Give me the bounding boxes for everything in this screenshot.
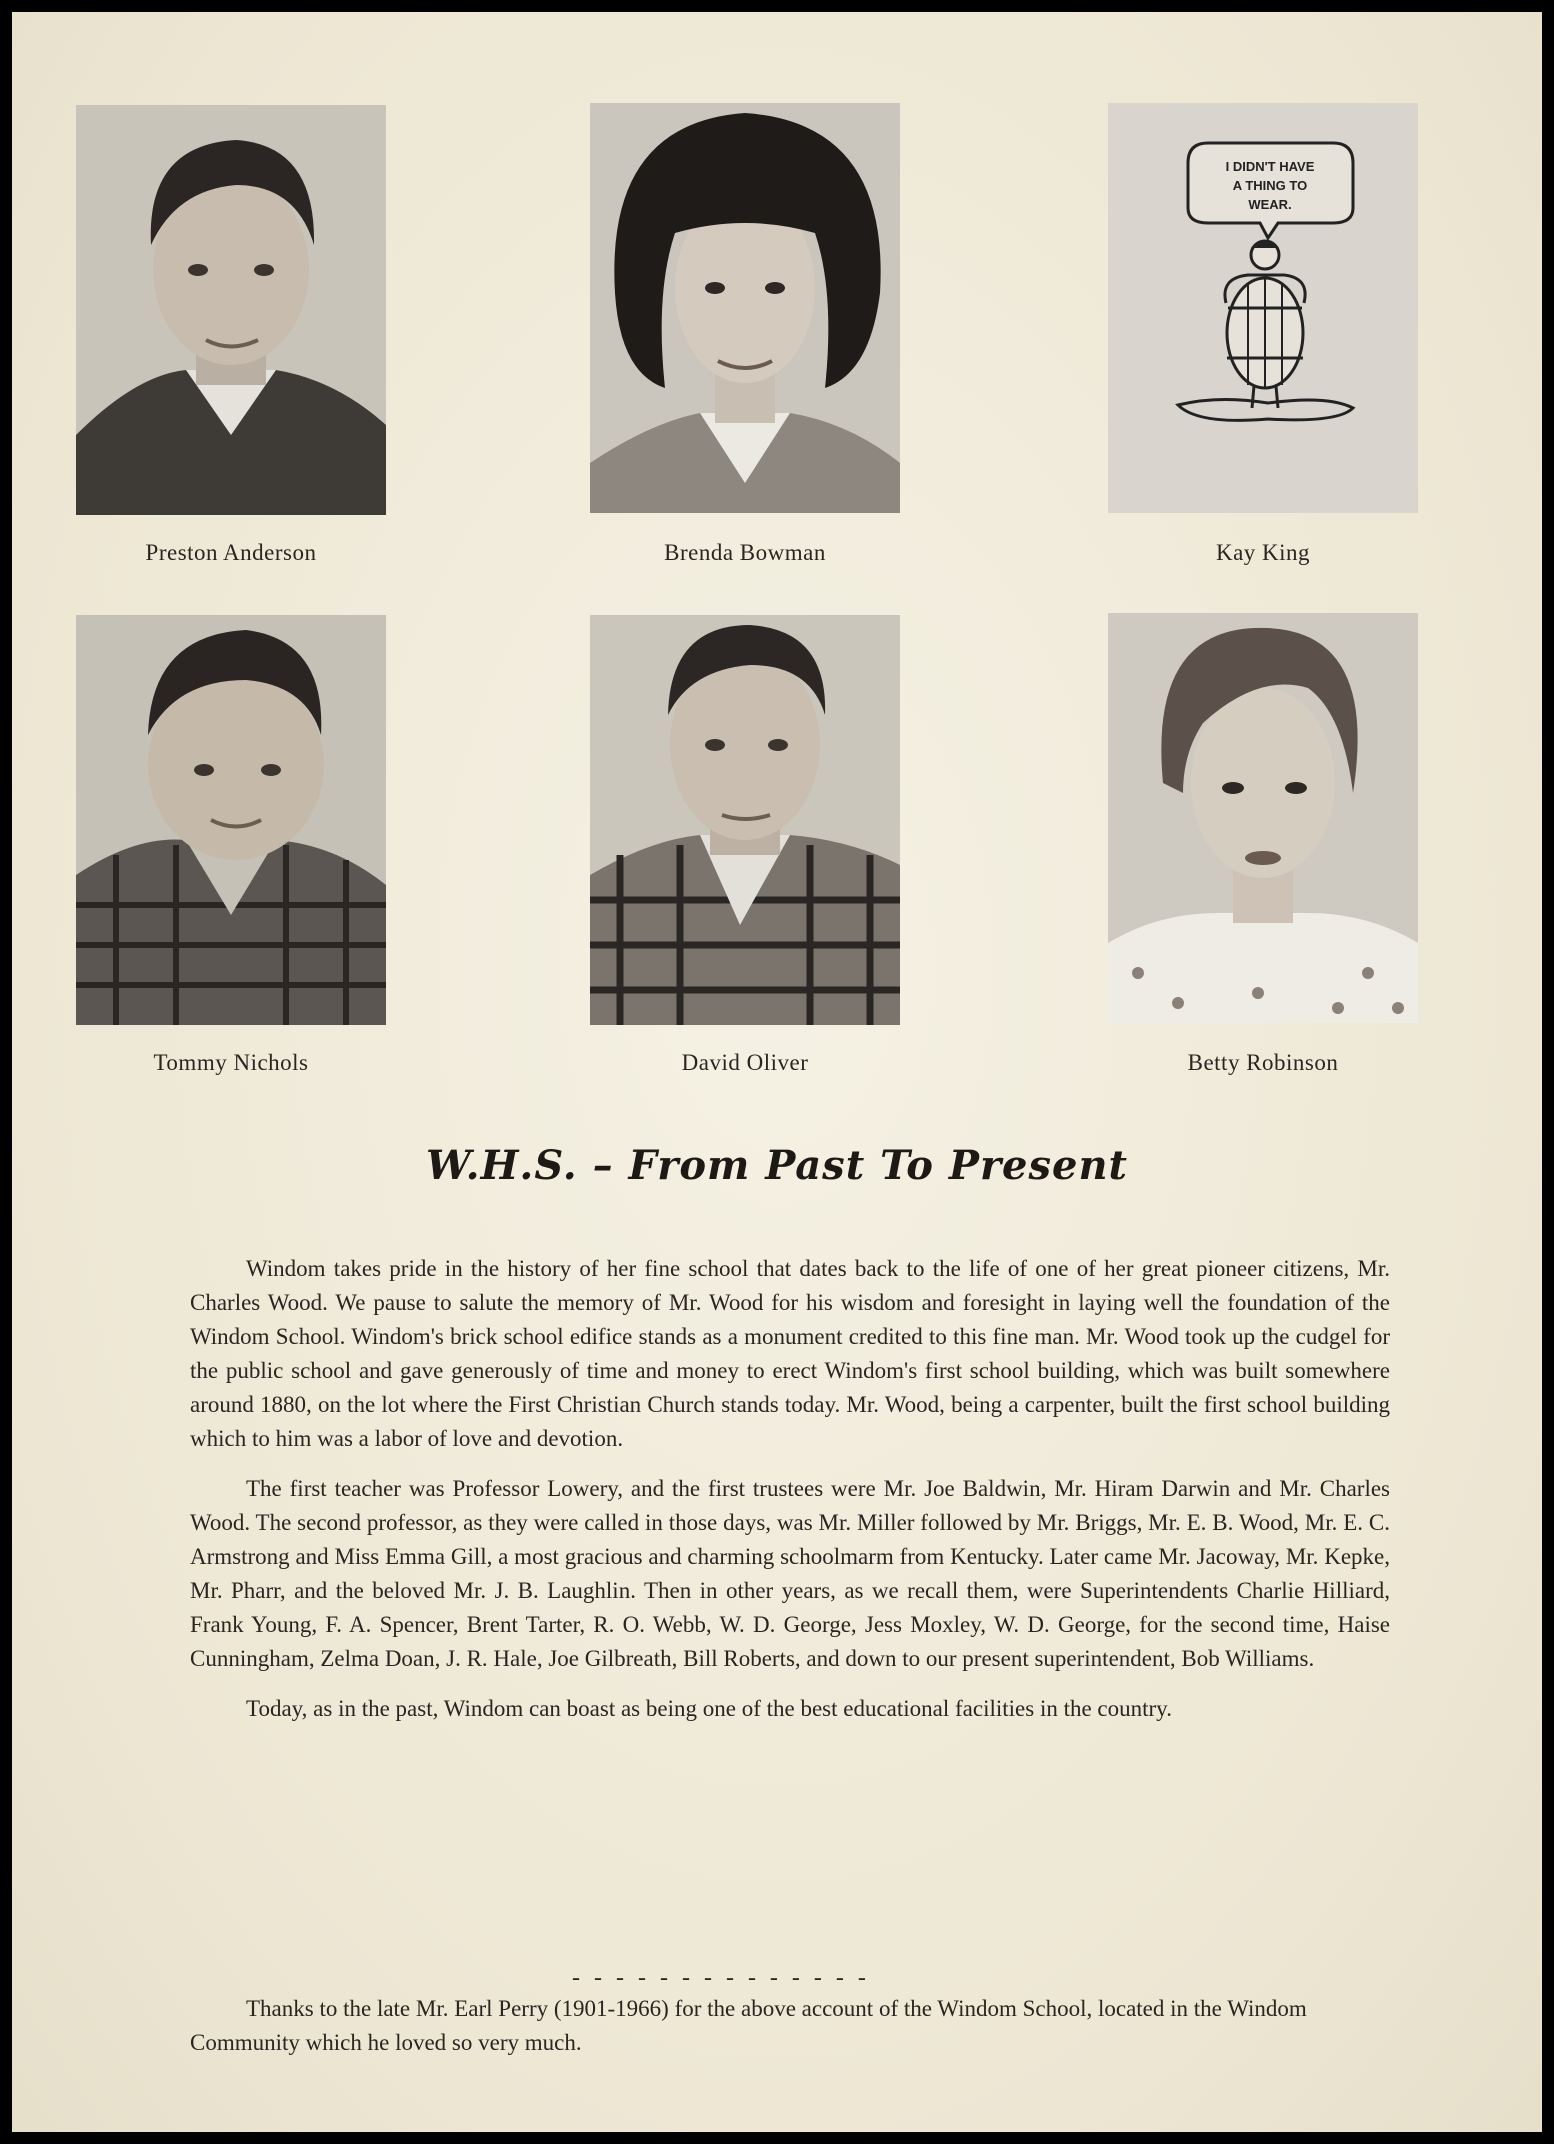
portrait-photo-tommy-nichols bbox=[76, 615, 386, 1025]
portrait-photo-david-oliver bbox=[590, 615, 900, 1025]
divider: - - - - - - - - - - - - - - bbox=[572, 1965, 870, 1991]
credit-text: Thanks to the late Mr. Earl Perry (1901-1966) for the above account of the Windom School, located in the Windom Community which he loved so very much. bbox=[190, 1996, 1307, 2055]
portrait-photo-betty-robinson bbox=[1108, 613, 1418, 1023]
portrait-boy-icon bbox=[76, 615, 386, 1025]
paragraph: Windom takes pride in the history of her fine school that dates back to the life of one of her great pioneer citizens, Mr. Charles Wood. We pause to salute the memory of Mr. Wood for his wisdom and foresight in laying well the foundation of the Windom School. Windom's brick school edifice stands as a monument credited to this fine man. Mr. Wood took up the cudgel for the public school and gave generously of time and money to erect Windom's first school building, which was built somewhere around 1880, on the lot where the First Christian Church stands today. Mr. Wood, being a carpenter, built the first school building which to him was a labor of love and devotion. bbox=[190, 1256, 1390, 1451]
yearbook-page bbox=[12, 12, 1542, 2132]
svg-text:I DIDN'T HAVE: I DIDN'T HAVE bbox=[1225, 159, 1315, 174]
cartoon-barrel-icon bbox=[1108, 103, 1418, 513]
portrait-photo-preston-anderson bbox=[76, 105, 386, 515]
portrait-caption: Preston Anderson bbox=[145, 540, 317, 565]
history-article bbox=[190, 1252, 1390, 1742]
svg-text:A THING TO: A THING TO bbox=[1232, 178, 1308, 193]
portrait-caption: David Oliver bbox=[681, 1050, 809, 1075]
page-title: W.H.S. – From Past To Present bbox=[425, 1142, 1129, 1189]
portrait-boy-icon bbox=[590, 615, 900, 1025]
paragraph: The first teacher was Professor Lowery, and the first trustees were Mr. Joe Baldwin, Mr. Hiram Darwin and Mr. Charles Wood. The second professor, as they were called in those days, was Mr. Miller followed by Mr. Briggs, Mr. E. B. Wood, Mr. E. C. Armstrong and Miss Emma Gill, a most gracious and charming schoolmarm from Kentucky. Later came Mr. Jacoway, Mr. Kepke, Mr. Pharr, and the beloved Mr. J. B. Laughlin. Then in other years, as we recall them, were Superintendents Charlie Hilliard, Frank Young, F. A. Spencer, Brent Tarter, R. O. Webb, W. D. George, Jess Moxley, W. D. George, for the second time, Haise Cunningham, Zelma Doan, J. R. Hale, Joe Gilbreath, Bill Roberts, and down to our present superintendent, Bob Williams. bbox=[190, 1476, 1390, 1671]
portrait-caption: Betty Robinson bbox=[1187, 1050, 1339, 1075]
paragraph: Today, as in the past, Windom can boast as being one of the best educational facilities in the country. bbox=[246, 1696, 1172, 1721]
portrait-caption: Brenda Bowman bbox=[664, 540, 826, 565]
portrait-boy-icon bbox=[76, 105, 386, 515]
portrait-photo-brenda-bowman bbox=[590, 103, 900, 513]
portrait-girl-icon bbox=[1108, 613, 1418, 1023]
svg-text:WEAR.: WEAR. bbox=[1248, 197, 1292, 212]
portrait-girl-icon bbox=[590, 103, 900, 513]
portrait-caption: Kay King bbox=[1215, 540, 1311, 565]
portrait-cartoon-kay-king bbox=[1108, 103, 1418, 513]
portrait-caption: Tommy Nichols bbox=[153, 1050, 309, 1075]
credit-note bbox=[190, 1992, 1390, 2060]
